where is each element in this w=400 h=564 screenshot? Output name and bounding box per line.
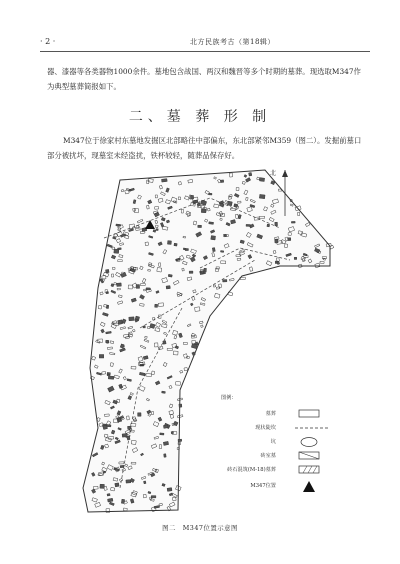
tomb-outline bbox=[198, 225, 202, 227]
tomb-outline bbox=[121, 499, 124, 503]
section-title: 二、墓 葬 形 制 bbox=[128, 109, 272, 125]
tomb-outline bbox=[259, 178, 264, 182]
tomb-outline bbox=[106, 305, 108, 308]
legend-label: 砖石混筑(M-18)墓葬 bbox=[227, 467, 276, 473]
tomb-outline bbox=[128, 426, 132, 429]
legend-item bbox=[213, 480, 338, 492]
tomb-outline bbox=[162, 391, 166, 393]
legend-title: 图例： bbox=[221, 395, 237, 401]
tomb-outline bbox=[227, 201, 232, 206]
tomb-outline bbox=[163, 441, 168, 445]
figure-caption: 图二 M347位置示意图 bbox=[162, 524, 238, 532]
tomb-outline bbox=[189, 271, 193, 273]
tomb-outline bbox=[267, 224, 270, 227]
crossed-rectangle-icon bbox=[293, 450, 333, 462]
tomb-outline bbox=[108, 498, 113, 502]
tomb-outline bbox=[166, 286, 170, 289]
tomb-outline bbox=[164, 454, 166, 458]
tomb-outline bbox=[111, 284, 114, 287]
tomb-outline bbox=[160, 433, 164, 435]
tomb-outline bbox=[129, 317, 134, 321]
tomb-outline bbox=[156, 229, 158, 231]
north-arrow-head bbox=[282, 170, 288, 177]
tomb-outline bbox=[167, 488, 172, 492]
tomb-outline bbox=[224, 234, 227, 237]
tomb-outline bbox=[185, 249, 188, 251]
tomb-outline bbox=[167, 241, 171, 245]
tomb-outline bbox=[103, 425, 108, 429]
tomb-outline bbox=[209, 193, 212, 195]
north-label: 北 bbox=[270, 170, 277, 177]
tomb-outline bbox=[163, 425, 168, 429]
tomb-outline bbox=[246, 224, 250, 226]
tomb-outline bbox=[201, 209, 206, 213]
tomb-outline bbox=[228, 292, 233, 296]
tomb-outline bbox=[108, 376, 114, 379]
paragraph-body: M347位于徐家村东墓地发掘区北部略往中部偏东，东北部紧邻M359（图二）。发掘前墓口部分被扰坏，现墓室未经盗扰，铁杯较轻，随葬品保存好。 bbox=[47, 136, 362, 160]
tomb-outline bbox=[106, 340, 109, 343]
tomb-outline bbox=[220, 251, 223, 253]
page-header bbox=[40, 37, 370, 53]
tomb-outline bbox=[155, 304, 158, 307]
legend-item bbox=[213, 436, 338, 448]
tomb-outline bbox=[120, 465, 124, 467]
tomb-outline bbox=[190, 195, 193, 199]
tomb-outline bbox=[146, 288, 150, 290]
tomb-outline bbox=[275, 222, 278, 226]
legend-item bbox=[213, 408, 338, 420]
tomb-outline bbox=[99, 355, 103, 359]
tomb-outline bbox=[240, 277, 246, 280]
tomb-outline bbox=[136, 285, 139, 289]
legend-label: M347位置 bbox=[250, 483, 276, 489]
tomb-outline bbox=[288, 238, 291, 241]
tomb-outline bbox=[107, 494, 110, 497]
tomb-outline bbox=[294, 257, 297, 259]
tomb-outline bbox=[162, 179, 168, 182]
legend-item bbox=[213, 464, 338, 476]
tomb-outline bbox=[114, 249, 119, 253]
rectangle-icon bbox=[293, 408, 333, 420]
tomb-outline bbox=[106, 292, 109, 294]
tomb-outline bbox=[291, 221, 295, 223]
hatched-rectangle-icon bbox=[293, 464, 333, 476]
tomb-outline bbox=[249, 172, 252, 176]
map-legend bbox=[213, 394, 338, 524]
legend-label: 砖室墓 bbox=[260, 453, 276, 459]
legend-label: 现状陡坎 bbox=[255, 425, 276, 431]
tomb-outline bbox=[143, 326, 145, 328]
legend-label: 坑 bbox=[270, 439, 276, 445]
tomb-outline bbox=[171, 431, 173, 433]
tomb-outline bbox=[117, 283, 122, 287]
tomb-outline bbox=[212, 248, 215, 252]
tomb-outline bbox=[259, 194, 265, 198]
tomb-outline bbox=[234, 204, 238, 208]
tomb-outline bbox=[151, 496, 156, 498]
tomb-outline bbox=[106, 269, 110, 273]
tomb-outline bbox=[126, 480, 131, 483]
triangle-icon bbox=[293, 480, 333, 492]
tomb-outline bbox=[100, 484, 105, 488]
page-number: · 2 · bbox=[40, 37, 56, 46]
tomb-outline bbox=[138, 413, 141, 417]
tomb-outline bbox=[209, 222, 214, 225]
tomb-outline bbox=[223, 279, 227, 282]
journal-title: 北方民族考古（第18辑） bbox=[190, 38, 275, 46]
dashed-line-icon bbox=[293, 422, 333, 434]
paragraph-continued: 器、漆器等各类器物1000余件。墓地包含战国、两汉和魏晋等多个时期的墓葬。现选取M347作为典型墓葬简报如下。 bbox=[47, 67, 361, 91]
tomb-outline bbox=[179, 404, 182, 407]
legend-item bbox=[213, 422, 338, 434]
oval-icon bbox=[293, 436, 333, 448]
tomb-outline bbox=[163, 341, 166, 345]
tomb-outline bbox=[144, 481, 147, 484]
tomb-outline bbox=[178, 439, 182, 441]
legend-item bbox=[213, 450, 338, 462]
header-rule bbox=[40, 51, 370, 52]
tomb-outline bbox=[174, 243, 177, 246]
tomb-outline bbox=[168, 274, 172, 277]
legend-label: 墓葬 bbox=[265, 411, 276, 417]
tomb-outline bbox=[211, 236, 216, 240]
tomb-outline bbox=[115, 483, 119, 487]
